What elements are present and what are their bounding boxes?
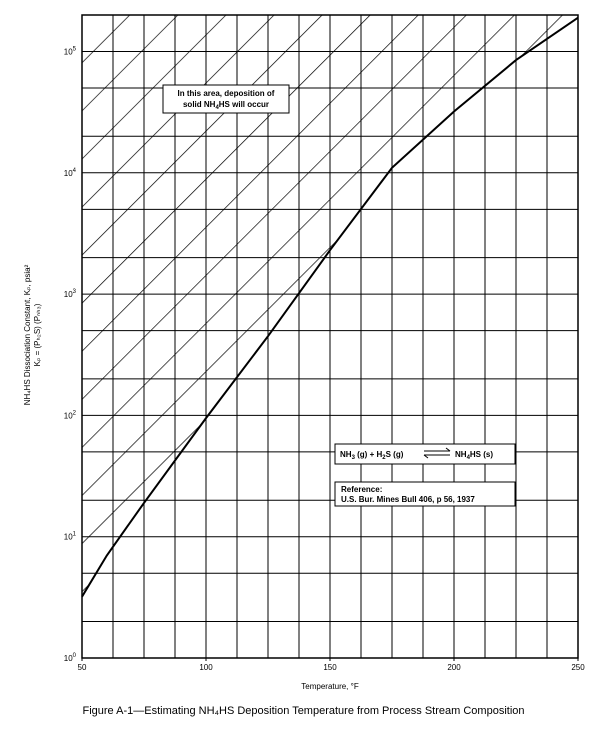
y-tick-labels <box>64 47 77 663</box>
reference-line1: Reference: <box>341 485 383 494</box>
x-tick-labels <box>78 658 586 672</box>
region-annotation-line2: solid $NH_4HS$ will occur <box>182 100 270 111</box>
x-tick-label: 50 <box>77 663 87 672</box>
reference-line2: U.S. Bur. Mines Bull 406, p 56, 1937 <box>341 495 475 504</box>
x-tick-label: 150 <box>323 663 337 672</box>
reaction-left: $NH_3$ $(g) + H_2S$ (g) <box>340 450 404 461</box>
y-tick-label: $10^1$ <box>63 531 76 542</box>
y-tick-label: $10^5$ <box>63 46 76 57</box>
x-tick-label: 250 <box>571 663 585 672</box>
y-tick-label: $10^0$ <box>63 653 76 663</box>
y-axis-title-line1: NH₄HS Dissociation Constant, Kₚ, psia² <box>23 264 32 406</box>
y-axis-title-line2: Kₚ = (Pₕ₂S) (Pₙₕ₃) <box>33 303 42 367</box>
y-tick-label: $10^3$ <box>63 289 76 300</box>
region-annotation <box>163 85 289 113</box>
y-tick-label: $10^4$ <box>63 167 76 178</box>
x-tick-label: 200 <box>447 663 461 672</box>
figure-caption: Figure A-1—Estimating NH₄HS Deposition Temperature from Process Stream Composition <box>82 705 525 717</box>
reaction-annotation <box>335 444 515 464</box>
region-annotation-line1: In this area, deposition of <box>177 89 275 98</box>
y-axis-title <box>23 264 42 405</box>
x-tick-label: 100 <box>199 663 213 672</box>
y-tick-label: $10^2$ <box>63 410 76 421</box>
reference-annotation <box>335 482 515 506</box>
reaction-right: $NH_4HS$ (s) <box>455 450 494 461</box>
x-axis-title: Temperature, °F <box>301 682 359 691</box>
